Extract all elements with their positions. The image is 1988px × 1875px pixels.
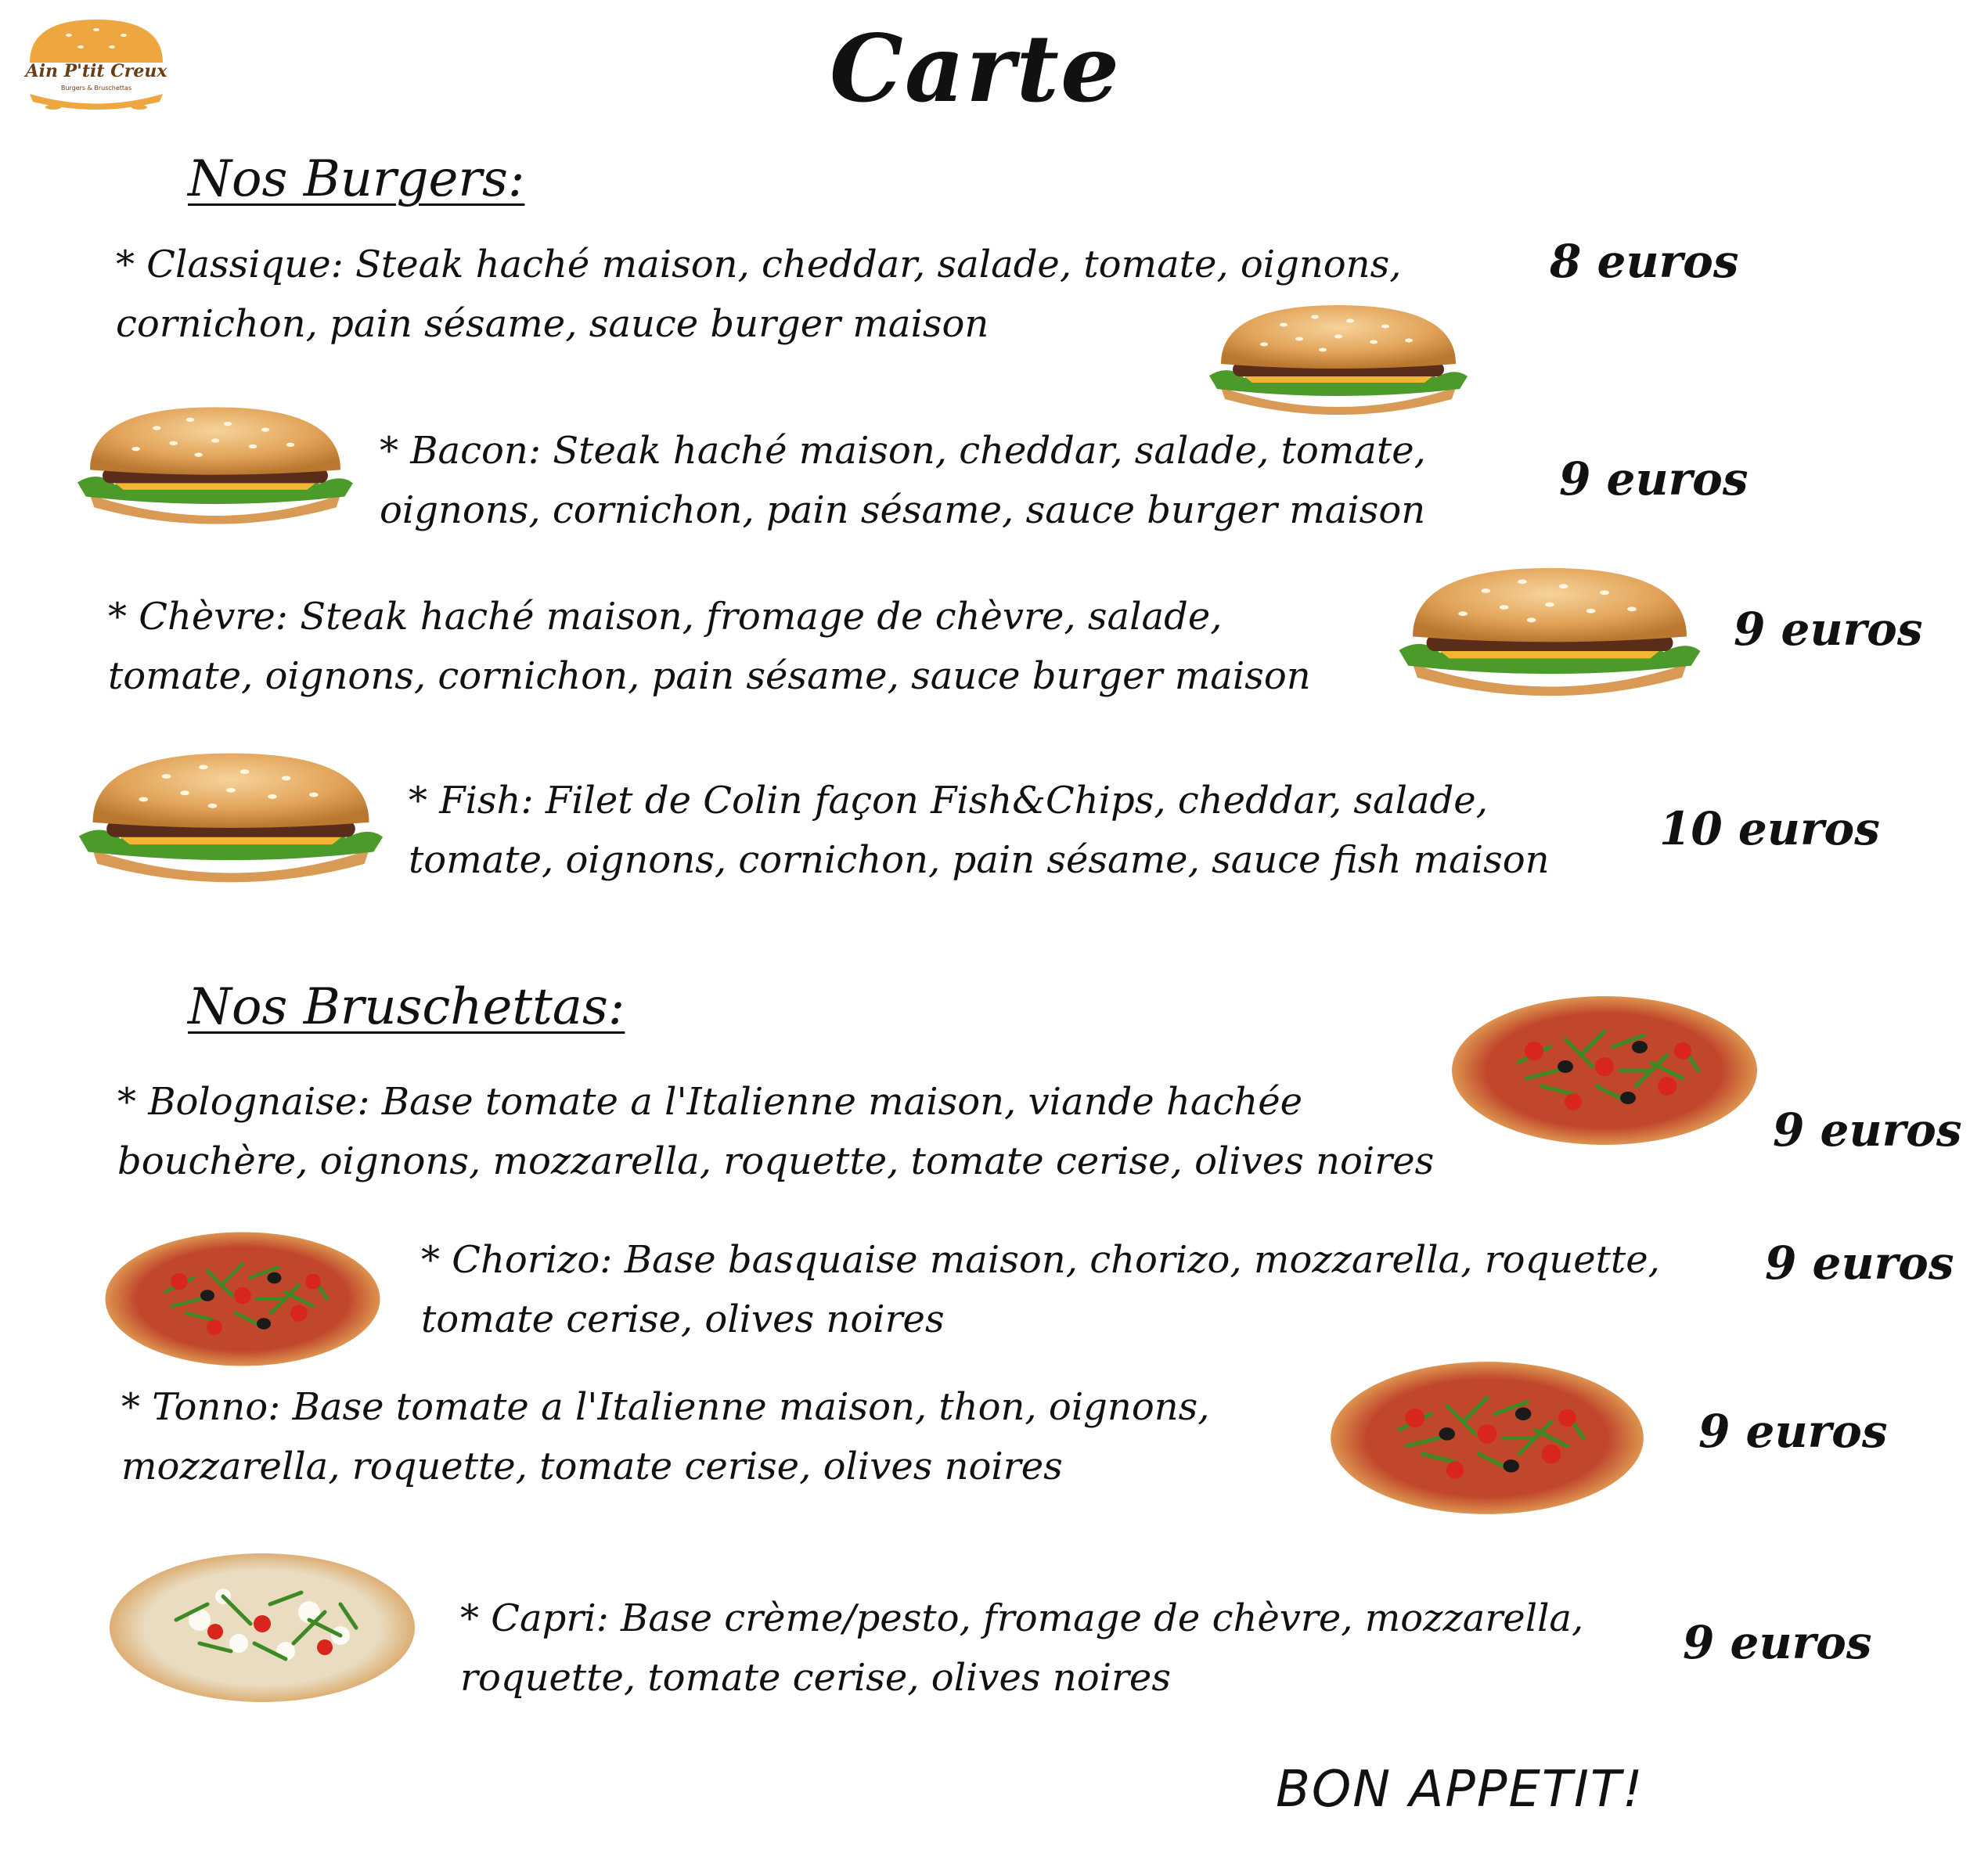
bruschetta-tonno-image bbox=[1327, 1354, 1648, 1522]
bruschetta-capri-image bbox=[106, 1546, 419, 1710]
burger-bacon-price: 9 euros bbox=[1559, 452, 1749, 506]
logo-tagline: Burgers & Bruschettas bbox=[60, 85, 132, 92]
burger-classique-image bbox=[1201, 301, 1475, 419]
closing-message: BON APPETIT! bbox=[1276, 1761, 1644, 1819]
bruschetta-tonno-price: 9 euros bbox=[1698, 1405, 1888, 1458]
burger-bacon-image bbox=[70, 403, 360, 528]
page-title: Carte bbox=[830, 14, 1122, 123]
logo bbox=[22, 16, 171, 113]
bruschetta-capri-price: 9 euros bbox=[1683, 1616, 1872, 1669]
burger-classique-description: * Classique: Steak haché maison, cheddar, salade, tomate, oignons, cornichon, pain sésame, sauce burger maison bbox=[116, 243, 1402, 346]
bruschetta-bolognaise-description: * Bolognaise: Base tomate a l'Italienne maison, viande hachée bouchère, oignons, mozzarella, roquette, tomate cerise, olives noires bbox=[117, 1080, 1435, 1183]
burger-fish-price: 10 euros bbox=[1659, 802, 1880, 855]
burger-chevre-price: 9 euros bbox=[1734, 603, 1923, 656]
burger-chevre-image bbox=[1393, 563, 1706, 700]
section-title-burgers: Nos Burgers: bbox=[188, 150, 525, 208]
burger-classique-price: 8 euros bbox=[1550, 235, 1739, 288]
bruschetta-chorizo-image bbox=[102, 1229, 384, 1369]
burger-fish-description: * Fish: Filet de Colin façon Fish&Chips, cheddar, salade, tomate, oignons, cornichon, pain sésame, sauce fish maison bbox=[409, 779, 1550, 882]
burger-bacon-description: * Bacon: Steak haché maison, cheddar, salade, tomate, oignons, cornichon, pain sésame, sauce burger maison bbox=[380, 429, 1426, 532]
bruschetta-chorizo-description: * Chorizo: Base basquaise maison, chorizo, mozzarella, roquette, tomate cerise, olives noires bbox=[421, 1238, 1660, 1341]
section-title-bruschettas: Nos Bruschettas: bbox=[188, 978, 625, 1036]
bruschetta-bolognaise-price: 9 euros bbox=[1773, 1103, 1962, 1157]
logo-name: Ain P'tit Creux bbox=[25, 61, 167, 81]
bruschetta-tonno-description: * Tonno: Base tomate a l'Italienne maison, thon, oignons, mozzarella, roquette, tomate cerise, olives noires bbox=[121, 1385, 1210, 1488]
bruschetta-chorizo-price: 9 euros bbox=[1765, 1236, 1954, 1290]
burger-chevre-description: * Chèvre: Steak haché maison, fromage de chèvre, salade, tomate, oignons, cornichon, pain sésame, sauce burger maison bbox=[108, 595, 1311, 698]
burger-fish-image bbox=[74, 743, 387, 892]
bruschetta-bolognaise-image bbox=[1448, 992, 1761, 1149]
bruschetta-capri-description: * Capri: Base crème/pesto, fromage de chèvre, mozzarella, roquette, tomate cerise, olives noires bbox=[460, 1596, 1584, 1700]
